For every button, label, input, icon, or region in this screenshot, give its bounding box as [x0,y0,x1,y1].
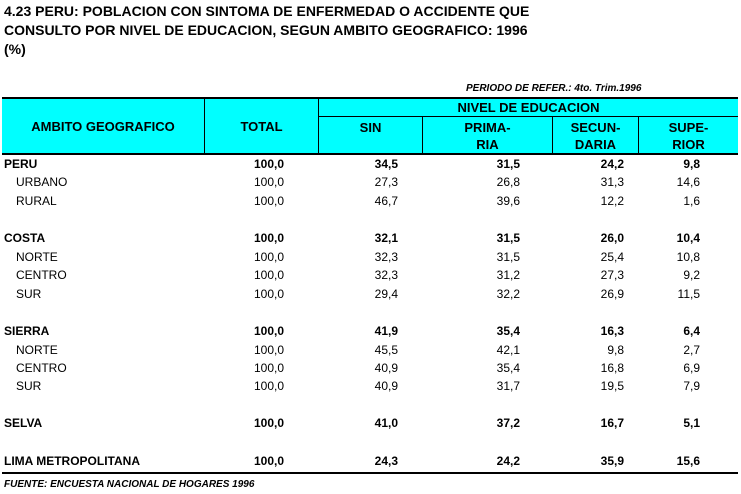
header-total: TOTAL [240,119,283,134]
header-ambito: AMBITO GEOGRAFICO [31,119,175,134]
row-sin: 29,4 [374,287,398,301]
row-superior: 10,8 [676,250,700,264]
row-superior: 6,4 [683,324,700,338]
row-ambito: CENTRO [16,361,67,375]
table-row [2,248,738,266]
row-primaria: 31,5 [496,157,520,171]
row-sin: 32,3 [374,250,398,264]
row-ambito: RURAL [16,194,57,208]
table-row [2,266,738,284]
table-bottom-rule [2,472,738,474]
row-total: 100,0 [253,231,284,245]
row-total: 100,0 [253,379,284,393]
row-primaria: 31,5 [496,250,520,264]
row-secundaria: 12,2 [600,194,624,208]
row-superior: 14,6 [676,175,700,189]
row-total: 100,0 [253,454,284,468]
row-total: 100,0 [253,175,284,189]
row-superior: 5,1 [683,416,700,430]
table-row [2,359,738,377]
row-superior: 9,8 [683,157,700,171]
row-primaria: 31,5 [496,231,520,245]
row-superior: 7,9 [683,379,700,393]
row-primaria: 31,2 [496,268,520,282]
row-sin: 32,3 [374,268,398,282]
page-title-line-2: CONSULTO POR NIVEL DE EDUCACION, SEGUN AMBITO GEOGRAFICO: 1996 [4,22,528,38]
row-ambito: SIERRA [4,324,50,338]
header-superior-line-2: RIOR [672,137,705,152]
header-superior-line-1: SUPE- [668,120,709,135]
table-row [2,341,738,359]
header-primaria-line-2: RIA [476,137,499,152]
reference-period: PERIODO DE REFER.: 4to. Trim.1996 [466,83,642,94]
row-superior: 15,6 [676,454,700,468]
header-sin: SIN [359,120,382,135]
row-primaria: 39,6 [496,194,520,208]
row-secundaria: 27,3 [600,268,624,282]
row-secundaria: 16,7 [600,416,624,430]
row-total: 100,0 [253,194,284,208]
header-superior [639,119,738,153]
row-primaria: 35,4 [496,361,520,375]
row-total: 100,0 [253,361,284,375]
row-secundaria: 16,3 [600,324,624,338]
header-primaria [423,119,552,153]
row-total: 100,0 [253,287,284,301]
row-secundaria: 25,4 [600,250,624,264]
row-ambito: PERU [4,157,38,171]
header-secundaria [553,119,638,153]
row-ambito: COSTA [4,231,46,245]
row-sin: 40,9 [374,379,398,393]
row-superior: 9,2 [683,268,700,282]
row-secundaria: 19,5 [600,379,624,393]
row-total: 100,0 [253,250,284,264]
row-sin: 27,3 [374,175,398,189]
header-nivel-educacion: NIVEL DE EDUCACION [457,100,600,115]
row-primaria: 24,2 [496,454,520,468]
row-superior: 1,6 [683,194,700,208]
table-row [2,155,738,173]
row-ambito: NORTE [16,343,58,357]
row-total: 100,0 [253,324,284,338]
row-primaria: 37,2 [496,416,520,430]
page-title: 4.23 PERU: POBLACION CON SINTOMA DE ENFERMEDAD O ACCIDENTE QUE [4,3,530,19]
row-secundaria: 35,9 [600,454,624,468]
row-primaria: 35,4 [496,324,520,338]
row-ambito: CENTRO [16,268,67,282]
table-row [2,452,738,470]
row-primaria: 31,7 [496,379,520,393]
row-ambito: SELVA [4,416,43,430]
table-row [2,229,738,247]
header-secundaria-line-2: DARIA [574,137,617,152]
row-secundaria: 26,9 [600,287,624,301]
row-primaria: 32,2 [496,287,520,301]
row-total: 100,0 [253,157,284,171]
row-sin: 45,5 [374,343,398,357]
table-row [2,192,738,210]
table-row [2,377,738,395]
row-sin: 34,5 [374,157,398,171]
row-ambito: LIMA METROPOLITANA [4,454,140,468]
table-row [2,322,738,340]
row-ambito: URBANO [16,175,68,189]
row-sin: 41,0 [374,416,398,430]
row-superior: 11,5 [677,287,700,301]
page-title-unit: (%) [4,41,26,57]
row-total: 100,0 [253,416,284,430]
row-sin: 32,1 [374,231,398,245]
row-secundaria: 9,8 [607,343,624,357]
table-row [2,285,738,303]
row-ambito: SUR [16,379,42,393]
row-secundaria: 24,2 [600,157,624,171]
header-secundaria-line-1: SECUN- [570,120,621,135]
table-header [2,97,738,155]
header-divider [318,116,738,117]
row-primaria: 26,8 [496,175,520,189]
row-ambito: SUR [16,287,42,301]
header-primaria-line-1: PRIMA- [464,120,511,135]
row-total: 100,0 [253,268,284,282]
table-row [2,173,738,191]
source-note: FUENTE: ENCUESTA NACIONAL DE HOGARES 1996 [4,479,255,490]
row-sin: 40,9 [374,361,398,375]
row-superior: 2,7 [683,343,700,357]
row-sin: 24,3 [374,454,398,468]
row-secundaria: 31,3 [600,175,624,189]
table-row [2,414,738,432]
row-superior: 6,9 [683,361,700,375]
row-secundaria: 16,8 [600,361,624,375]
row-total: 100,0 [253,343,284,357]
row-sin: 41,9 [374,324,398,338]
row-sin: 46,7 [374,194,398,208]
row-primaria: 42,1 [496,343,520,357]
row-secundaria: 26,0 [600,231,624,245]
row-ambito: NORTE [16,250,58,264]
row-superior: 10,4 [676,231,700,245]
